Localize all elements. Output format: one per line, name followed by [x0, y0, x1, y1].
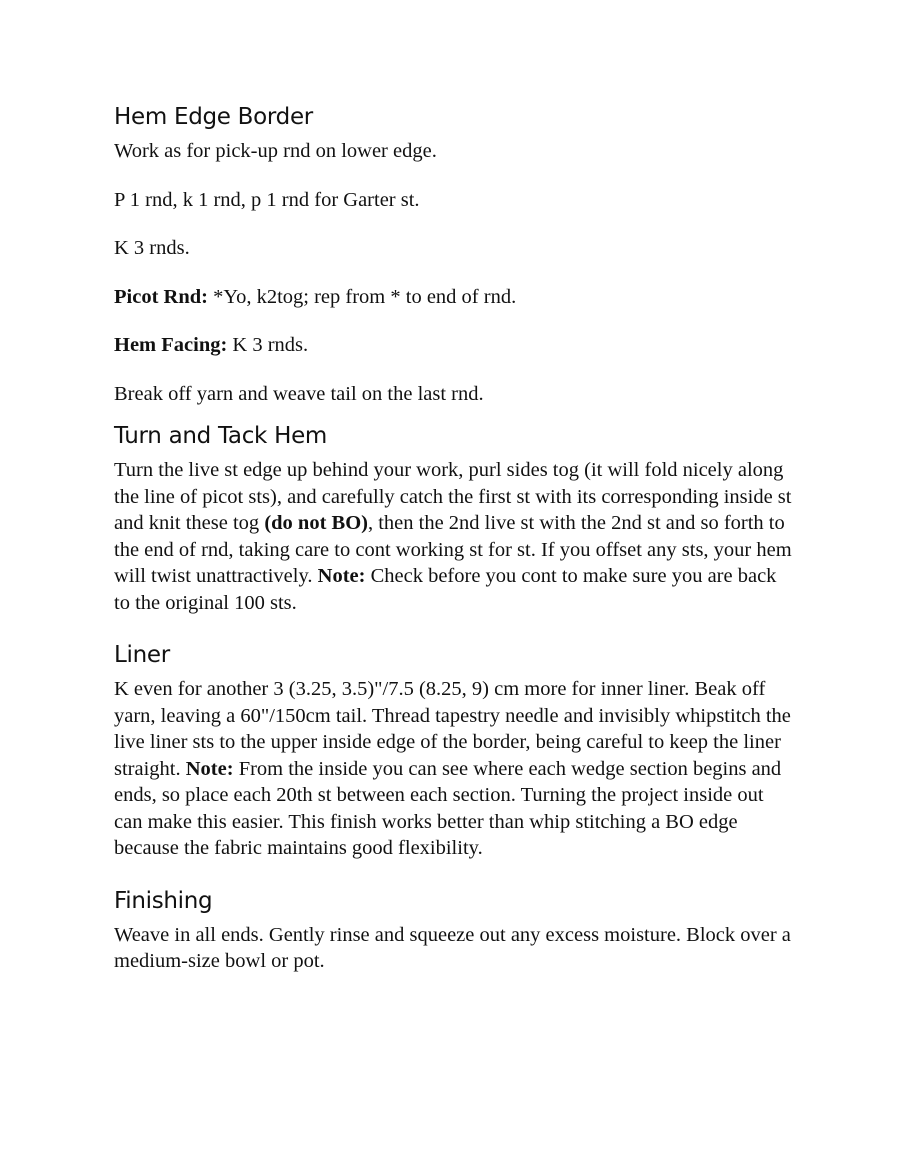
section-heading: Liner: [114, 642, 170, 668]
paragraph: [114, 332, 794, 359]
paragraph: P 1 rnd, k 1 rnd, p 1 rnd for Garter st.: [114, 188, 420, 211]
paragraph-text: K even for another 3 (3.25, 3.5)"/7.5 (8.25, 9) cm more for inner liner. Beak off yarn, leaving a 60"/150cm tail. Thread tapestry needle and invisibly whipstitch the live liner sts to the upper inside edge of the border, being careful to keep the liner straight.: [114, 678, 791, 780]
section-liner: [114, 640, 794, 862]
bold-label: Hem Facing:: [114, 334, 228, 356]
section-turn-and-tack-hem: [114, 421, 794, 616]
paragraph: [114, 457, 794, 616]
paragraph: [114, 284, 794, 311]
document-page: [114, 102, 794, 987]
paragraph-text: From the inside you can see where each wedge section begins and ends, so place each 20th st between each section. Turning the project inside out can make this easier. This finish works better than whip stitching a BO edge because the fabric maintains good flexibility.: [114, 757, 782, 859]
paragraph: Work as for pick-up rnd on lower edge.: [114, 140, 437, 162]
section-heading: Hem Edge Border: [114, 104, 313, 130]
paragraph: Break off yarn and weave tail on the last rnd.: [114, 382, 484, 405]
section-heading: Finishing: [114, 887, 213, 914]
section-hem-edge-border: [114, 102, 794, 407]
paragraph-text: , then the 2nd live st with the 2nd st and so forth to the end of rnd, taking care to cont working st for st. If you offset any sts, your hem will twist unattractively.: [114, 512, 792, 587]
paragraph-text: Check before you cont to make sure you are back to the original 100 sts.: [114, 565, 777, 614]
paragraph: Weave in all ends. Gently rinse and squeeze out any excess moisture. Block over a medium-size bowl or pot.: [114, 923, 791, 972]
paragraph-text: K 3 rnds.: [227, 334, 309, 356]
paragraph-text: *Yo, k2tog; rep from * to end of rnd.: [207, 285, 517, 308]
section-finishing: [114, 886, 794, 975]
section-heading: Turn and Tack Hem: [114, 423, 328, 449]
bold-label: Picot Rnd:: [114, 285, 208, 308]
bold-label: Note:: [317, 565, 366, 587]
bold-text: (do not BO): [264, 512, 368, 534]
bold-label: Note:: [185, 757, 234, 780]
paragraph: K 3 rnds.: [114, 237, 190, 259]
paragraph: [114, 676, 794, 862]
paragraph-text: Turn the live st edge up behind your work, purl sides tog (it will fold nicely along the line of picot sts), and carefully catch the first st with its corresponding inside st and knit these tog: [114, 459, 792, 534]
